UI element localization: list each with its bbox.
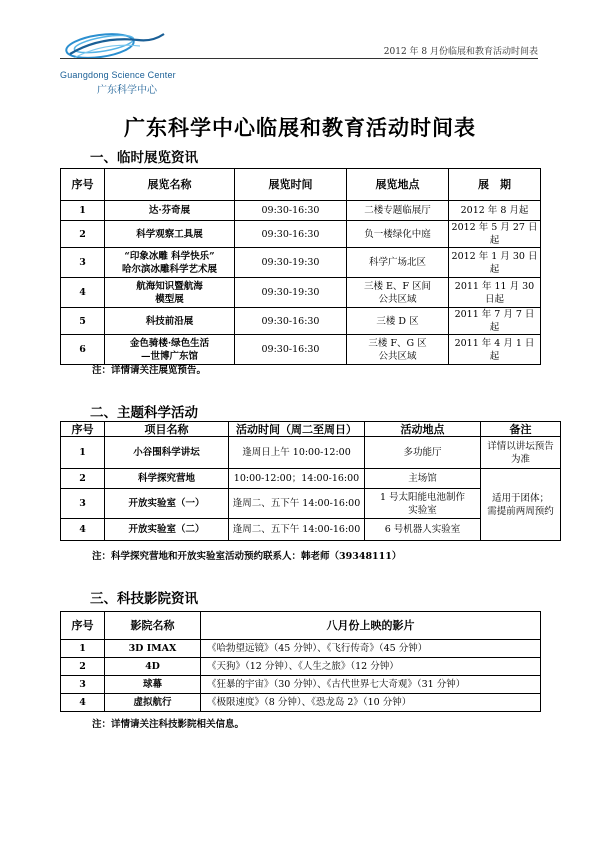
column-header: 活动时间（周二至周日） (229, 422, 365, 437)
column-header: 展览地点 (347, 169, 449, 201)
activity-name: 小谷围科学讲坛 (105, 437, 229, 469)
column-header: 影院名称 (105, 612, 201, 640)
org-english-name: Guangdong Science Center (60, 70, 176, 80)
column-header: 序号 (61, 422, 105, 437)
activity-place: 1 号太阳能电池制作 实验室 (365, 489, 481, 519)
activity-time: 逢周二、五下午 14:00-16:00 (229, 519, 365, 541)
table-row (61, 308, 541, 335)
table-row (61, 248, 541, 278)
cinema-name: 4D (105, 658, 201, 676)
org-chinese-name: 广东科学中心 (97, 85, 157, 96)
column-header: 序号 (61, 169, 105, 201)
films-list: 《狂暴的宇宙》（30 分钟）、《古代世界七大奇观》（31 分钟） (201, 676, 541, 694)
exhibition-period: 2012 年 5 月 27 日起 (449, 221, 541, 248)
science-center-logo-icon (60, 20, 170, 70)
column-header: 项目名称 (105, 422, 229, 437)
exhibition-name: 金色骑楼·绿色生活 —世博广东馆 (105, 335, 235, 365)
section2-note: 注：科学探究营地和开放实验室活动预约联系人：韩老师（39348111） (92, 551, 402, 562)
table-header-row (61, 612, 541, 640)
exhibitions-table (60, 168, 541, 365)
document-label: 2012 年 8 月份临展和教育活动时间表 (383, 47, 538, 57)
exhibition-time: 09:30-19:30 (235, 278, 347, 308)
exhibition-place: 负一楼绿化中庭 (347, 221, 449, 248)
column-header: 活动地点 (365, 422, 481, 437)
row-number: 4 (61, 519, 105, 541)
exhibition-period: 2012 年 8 月起 (449, 201, 541, 221)
row-number: 2 (61, 658, 105, 676)
cinema-table (60, 611, 541, 712)
activity-name: 科学探究营地 (105, 469, 229, 489)
exhibition-period: 2011 年 7 月 7 日起 (449, 308, 541, 335)
table-row (61, 221, 541, 248)
table-row (61, 694, 541, 712)
column-header: 序号 (61, 612, 105, 640)
activity-remark-merged: 适用于团体； 需提前两周预约 (481, 469, 561, 541)
section3-title: 三、科技影院资讯 (90, 591, 198, 607)
section1-note: 注：详情请关注展览预告。 (92, 365, 207, 376)
table-header-row (61, 422, 561, 437)
activity-place: 主场馆 (365, 469, 481, 489)
exhibition-name: 科学观察工具展 (105, 221, 235, 248)
row-number: 2 (61, 221, 105, 248)
row-number: 3 (61, 676, 105, 694)
table-row (61, 335, 541, 365)
table-header-row (61, 169, 541, 201)
row-number: 4 (61, 278, 105, 308)
exhibition-name: 达·芬奇展 (105, 201, 235, 221)
activity-place: 多功能厅 (365, 437, 481, 469)
exhibition-place: 三楼 D 区 (347, 308, 449, 335)
exhibition-time: 09:30-19:30 (235, 248, 347, 278)
table-row (61, 658, 541, 676)
exhibition-place: 三楼 F、G 区 公共区域 (347, 335, 449, 365)
row-number: 4 (61, 694, 105, 712)
table-row (61, 201, 541, 221)
column-header: 备注 (481, 422, 561, 437)
exhibition-name: 科技前沿展 (105, 308, 235, 335)
exhibition-name: “印象冰雕 科学快乐” 哈尔滨冰雕科学艺术展 (105, 248, 235, 278)
row-number: 6 (61, 335, 105, 365)
page-header (0, 0, 600, 100)
table-row (61, 278, 541, 308)
column-header: 展 期 (449, 169, 541, 201)
column-header: 八月份上映的影片 (201, 612, 541, 640)
exhibition-period: 2011 年 4 月 1 日起 (449, 335, 541, 365)
exhibition-place: 二楼专题临展厅 (347, 201, 449, 221)
table-row (61, 676, 541, 694)
activity-time: 逢周二、五下午 14:00-16:00 (229, 489, 365, 519)
activity-place: 6 号机器人实验室 (365, 519, 481, 541)
exhibition-name: 航海知识暨航海 模型展 (105, 278, 235, 308)
table-row (61, 640, 541, 658)
activity-name: 开放实验室（一） (105, 489, 229, 519)
row-number: 1 (61, 640, 105, 658)
table-row (61, 437, 561, 469)
section1-title: 一、临时展览资讯 (90, 150, 198, 166)
column-header: 展览名称 (105, 169, 235, 201)
activities-table (60, 421, 561, 541)
cinema-name: 虚拟航行 (105, 694, 201, 712)
films-list: 《天狗》（12 分钟）、《人生之旅》（12 分钟） (201, 658, 541, 676)
section3-note: 注：详情请关注科技影院相关信息。 (92, 719, 245, 730)
activity-remark: 详情以讲坛预告 为准 (481, 437, 561, 469)
activity-name: 开放实验室（二） (105, 519, 229, 541)
exhibition-place: 科学广场北区 (347, 248, 449, 278)
row-number: 1 (61, 201, 105, 221)
exhibition-time: 09:30-16:30 (235, 201, 347, 221)
cinema-name: 3D IMAX (105, 640, 201, 658)
exhibition-period: 2011 年 11 月 30 日起 (449, 278, 541, 308)
header-divider (60, 58, 538, 59)
films-list: 《极限速度》（8 分钟）、《恐龙岛 2》（10 分钟） (201, 694, 541, 712)
activity-time: 10:00-12:00；14:00-16:00 (229, 469, 365, 489)
row-number: 2 (61, 469, 105, 489)
section2-title: 二、主题科学活动 (90, 405, 198, 421)
cinema-name: 球幕 (105, 676, 201, 694)
row-number: 5 (61, 308, 105, 335)
row-number: 3 (61, 248, 105, 278)
column-header: 展览时间 (235, 169, 347, 201)
exhibition-time: 09:30-16:30 (235, 335, 347, 365)
films-list: 《哈勃望远镜》（45 分钟）、《飞行传奇》（45 分钟） (201, 640, 541, 658)
row-number: 1 (61, 437, 105, 469)
exhibition-time: 09:30-16:30 (235, 308, 347, 335)
exhibition-period: 2012 年 1 月 30 日起 (449, 248, 541, 278)
exhibition-place: 三楼 E、F 区间 公共区域 (347, 278, 449, 308)
exhibition-time: 09:30-16:30 (235, 221, 347, 248)
activity-time: 逢周日上午 10:00-12:00 (229, 437, 365, 469)
table-row (61, 469, 561, 489)
page-title: 广东科学中心临展和教育活动时间表 (124, 115, 476, 140)
row-number: 3 (61, 489, 105, 519)
